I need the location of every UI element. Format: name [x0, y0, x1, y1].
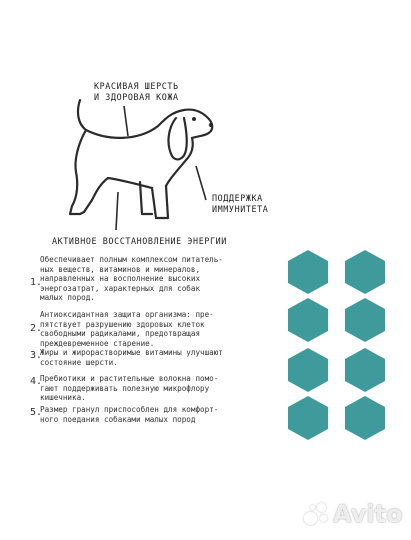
hexagon-2-right: [345, 298, 385, 342]
avito-watermark: [304, 500, 403, 528]
hexagon-4-right: [345, 396, 385, 440]
dog-rear-leg: [70, 130, 86, 214]
benefit-text: Размер гранул приспособлен для комфорт- ного поедания собаками малых пород: [40, 405, 219, 424]
dog-ear: [169, 118, 187, 159]
hexagon-3-right: [345, 348, 385, 392]
hexagon-3-left: [288, 348, 328, 392]
dog-front-leg: [152, 186, 168, 218]
benefit-number: 3.: [30, 350, 43, 361]
benefit-item-1: [30, 255, 285, 305]
benefit-number: 4.: [30, 376, 43, 387]
dog-chest: [166, 160, 186, 186]
benefit-text: Пребиотики и растительные волокна помо- гают поддерживать полезную микрофлору кишечника.: [40, 374, 219, 403]
benefit-text: Обеспечивает полным комплексом питатель- ных веществ, витаминов и минералов, направленных на восполнение высоких энергозатрат, характерных для собак малых пород.: [40, 255, 223, 303]
energy-callout-line: [116, 192, 118, 230]
hexagon-1-left: [288, 250, 328, 294]
coat-callout: КРАСИВАЯ ШЕРСТЬ И ЗДОРОВАЯ КОЖА: [94, 81, 179, 102]
benefit-item-2: [30, 310, 285, 350]
dog-belly: [108, 178, 152, 188]
dog-back: [86, 110, 212, 138]
benefit-item-3: [30, 348, 285, 370]
dog-rear-leg-inner: [84, 178, 108, 212]
dog-tail: [78, 100, 86, 130]
dog-nose: [209, 123, 213, 127]
benefit-item-5: [30, 405, 285, 427]
hexagon-2-left: [288, 298, 328, 342]
benefit-text: Антиоксидантная защита организма: пре- пятствует разрушению здоровых клеток свободными радикалами, предотвращая преждевременное старение.: [40, 310, 214, 348]
dog-eye: [192, 117, 196, 121]
avito-watermark-text: Avito: [333, 500, 403, 528]
energy-callout: АКТИВНОЕ ВОССТАНОВЛЕНИЕ ЭНЕРГИИ: [52, 236, 227, 246]
benefit-number: 1.: [30, 277, 43, 288]
dog-illustration: [0, 0, 411, 250]
immunity-callout-line: [196, 166, 206, 200]
benefit-item-4: [30, 374, 285, 406]
immunity-callout: ПОДДЕРЖКА ИММУНИТЕТА: [212, 193, 269, 214]
hexagon-1-right: [345, 250, 385, 294]
benefit-number: 5.: [30, 407, 43, 418]
coat-callout-line: [124, 106, 128, 136]
benefit-number: 2.: [30, 323, 43, 334]
hexagon-4-left: [288, 396, 328, 440]
avito-logo-icon: [304, 503, 330, 525]
benefit-text: Жиры и жирорастворимые витамины улучшают состояние шерсти.: [40, 348, 223, 367]
